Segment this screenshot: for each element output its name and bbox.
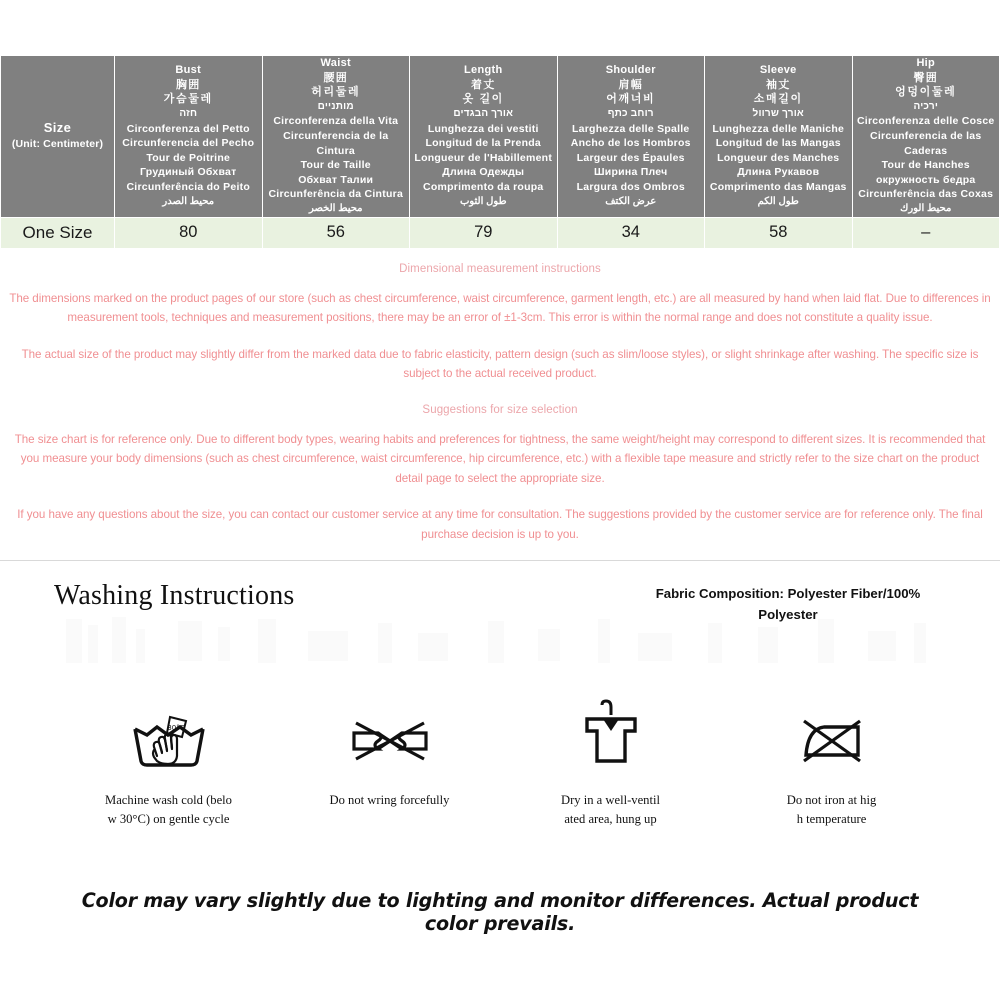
care-label-wring-line1: Do not wring forcefully xyxy=(329,793,450,808)
header-sleeve-it: Lunghezza delle Maniche xyxy=(712,122,845,135)
header-sleeve-pt: Comprimento das Mangas xyxy=(709,181,847,194)
header-sleeve-ja: 袖丈 xyxy=(766,78,791,91)
header-waist-pt: Circunferência da Cintura xyxy=(268,188,404,201)
header-sleeve-es: Longitud de las Mangas xyxy=(715,137,841,150)
washing-title: Washing Instructions xyxy=(54,580,295,612)
header-waist-en: Waist xyxy=(320,57,351,69)
header-hip-es: Circunferencia de las Caderas xyxy=(870,129,982,157)
header-waist-ja: 腰囲 xyxy=(323,71,348,84)
do-not-iron-icon xyxy=(721,697,942,769)
size-table-header-row xyxy=(1,56,1000,218)
header-shoulder-pt: Largura dos Ombros xyxy=(576,181,685,194)
header-hip-ko: 엉덩이둘레 xyxy=(895,86,957,99)
size-title: Size xyxy=(43,119,72,135)
cell-length: 79 xyxy=(410,217,558,248)
table-row xyxy=(1,217,1000,248)
care-icons-row xyxy=(58,697,942,829)
cell-sleeve: 58 xyxy=(705,217,853,248)
header-hip-fr: Tour de Hanches xyxy=(881,159,970,172)
header-shoulder-en: Shoulder xyxy=(605,64,656,77)
size-selection-title: Suggestions for size selection xyxy=(422,403,578,416)
washing-instructions-section xyxy=(0,561,1000,936)
header-shoulder-es: Ancho de los Hombros xyxy=(570,137,691,150)
size-table-head xyxy=(1,56,1000,218)
measurement-paragraph-2: The actual size of the product may slightly differ from the marked data due to fabric elasticity, pattern design (such as slim/loose styles), or slight shrinkage after washing. The specific size is subject to the actual received product. xyxy=(21,347,979,381)
header-bust-fr: Tour de Poitrine xyxy=(146,151,231,164)
header-length-es: Longitud de la Prenda xyxy=(425,137,541,150)
header-bust-ru: Грудиный Обхват xyxy=(140,166,237,179)
measurement-paragraph-1: The dimensions marked on the product pages of our store (such as chest circumference, waist circumference, garment length, etc.) are all measured by hand when laid flat. Due to differences in measurement tools, techniques and measurement positions, there may be an error of ±1-3cm. This error is within the normal range and does not constitute a quality issue. xyxy=(9,291,991,325)
care-label-iron-line2: h temperature xyxy=(796,812,867,827)
header-sleeve-ru: Длина Рукавов xyxy=(737,166,820,179)
header-sleeve-fr: Longueur des Manches xyxy=(717,151,840,164)
header-length-it: Lunghezza dei vestiti xyxy=(427,122,539,135)
do-not-wring-icon xyxy=(279,697,500,769)
size-table-section xyxy=(0,0,1000,249)
header-shoulder xyxy=(557,56,705,218)
header-length-en: Length xyxy=(464,64,503,77)
header-bust-ko: 가슴둘레 xyxy=(163,93,213,106)
header-shoulder-he: רוחב כתף xyxy=(607,108,654,120)
care-label-wash xyxy=(58,791,279,829)
care-icon-cell-iron xyxy=(721,697,942,829)
hand-wash-basin-icon xyxy=(58,697,279,769)
size-table xyxy=(0,55,1000,249)
header-length-he: אורך הבגדים xyxy=(453,108,514,120)
header-bust-en: Bust xyxy=(175,64,202,77)
header-shoulder-ru: Ширина Плеч xyxy=(594,166,668,179)
header-shoulder-it: Larghezza delle Spalle xyxy=(571,122,690,135)
header-shoulder-ja: 肩幅 xyxy=(618,78,643,91)
cell-shoulder: 34 xyxy=(557,217,705,248)
care-label-wring xyxy=(279,791,500,810)
header-shoulder-ko: 어깨너비 xyxy=(606,93,656,106)
header-length xyxy=(410,56,558,218)
header-waist-ko: 허리둘레 xyxy=(311,86,361,99)
header-length-ru: Длина Одежды xyxy=(442,166,525,179)
color-disclaimer: Color may vary slightly due to lighting and monitor differences. Actual product color prevails. xyxy=(81,889,919,936)
header-size-column xyxy=(1,56,115,218)
cell-size: One Size xyxy=(1,217,115,248)
header-shoulder-fr: Largeur des Épaules xyxy=(576,151,685,164)
header-waist-it: Circonferenza della Vita xyxy=(273,115,399,128)
washing-header xyxy=(0,575,1000,623)
size-table-body xyxy=(1,217,1000,248)
header-sleeve xyxy=(705,56,853,218)
header-hip-he: ירכיה xyxy=(913,100,939,112)
header-waist-ar: محيط الخصر xyxy=(308,202,363,214)
header-bust-ja: 胸囲 xyxy=(176,78,201,91)
header-bust-he: חזה xyxy=(179,108,198,120)
header-waist-ru: Обхват Талии xyxy=(298,173,374,186)
care-label-dry-line1: Dry in a well-ventil xyxy=(561,793,660,808)
wash-temperature-label: 30°C xyxy=(166,724,185,733)
header-length-ko: 옷 길이 xyxy=(462,93,504,106)
cell-hip: – xyxy=(852,217,1000,248)
header-length-pt: Comprimento da roupa xyxy=(422,181,544,194)
header-sleeve-ko: 소매길이 xyxy=(753,93,803,106)
fabric-composition: Fabric Composition: Polyester Fiber/100% Polyester xyxy=(655,586,921,623)
care-label-iron xyxy=(721,791,942,829)
selection-paragraph-2: If you have any questions about the size, you can contact our customer service at any time for consultation. The suggestions provided by the customer service are for reference only. The final purchase decision is up to you. xyxy=(17,508,983,541)
instructions-section xyxy=(0,249,1000,562)
line-dry-hanger-icon xyxy=(500,697,721,769)
header-hip-ja: 臀囲 xyxy=(913,71,938,84)
header-waist-fr: Tour de Taille xyxy=(300,159,371,172)
care-icon-cell-dry xyxy=(500,697,721,829)
header-hip-ar: محيط الورك xyxy=(900,202,952,214)
header-sleeve-ar: طول الكم xyxy=(757,195,799,207)
header-bust-pt: Circunferência do Peito xyxy=(126,181,251,194)
size-unit: (Unit: Centimeter) xyxy=(11,138,104,151)
header-sleeve-en: Sleeve xyxy=(759,64,797,77)
header-bust xyxy=(115,56,263,218)
header-waist-he: מותניים xyxy=(317,100,354,112)
header-hip-ru: окружность бедра xyxy=(875,173,976,186)
header-shoulder-ar: عرض الكتف xyxy=(605,195,657,207)
header-hip-en: Hip xyxy=(916,57,936,69)
selection-paragraph-1: The size chart is for reference only. Due to different body types, wearing habits and preferences for tightness, the same weight/height may correspond to different sizes. It is recommended that you measure your body dimensions (such as chest circumference, waist circumference, hip circumference, etc.) with a flexible tape measure and strictly refer to the size chart on the product detail page to select the appropriate size. xyxy=(14,432,986,485)
header-bust-ar: محيط الصدر xyxy=(162,195,215,207)
cell-waist: 56 xyxy=(262,217,410,248)
header-bust-es: Circunferencia del Pecho xyxy=(122,137,255,150)
header-hip-it: Circonferenza delle Cosce xyxy=(856,115,995,128)
header-waist-es: Circunferencia de la Cintura xyxy=(283,129,389,157)
washing-icons-panel xyxy=(58,631,942,936)
header-sleeve-he: אורך שרוול xyxy=(752,108,804,120)
header-length-ar: طول الثوب xyxy=(459,195,507,207)
care-label-wash-line1: Machine wash cold (belo xyxy=(105,793,232,808)
care-label-dry-line2: ated area, hung up xyxy=(564,812,657,827)
header-length-ja: 着丈 xyxy=(471,78,496,91)
care-icon-cell-wring xyxy=(279,697,500,829)
header-waist xyxy=(262,56,410,218)
cell-bust: 80 xyxy=(115,217,263,248)
care-icon-cell-wash xyxy=(58,697,279,829)
header-hip-pt: Circunferência das Coxas xyxy=(858,188,994,201)
care-label-iron-line1: Do not iron at hig xyxy=(786,793,877,808)
header-bust-it: Circonferenza del Petto xyxy=(126,122,250,135)
header-hip xyxy=(852,56,1000,218)
care-label-dry xyxy=(500,791,721,829)
header-length-fr: Longueur de l'Habillement xyxy=(414,151,553,164)
measurement-instructions-title: Dimensional measurement instructions xyxy=(399,262,601,275)
care-label-wash-line2: w 30°C) on gentle cycle xyxy=(107,812,230,827)
